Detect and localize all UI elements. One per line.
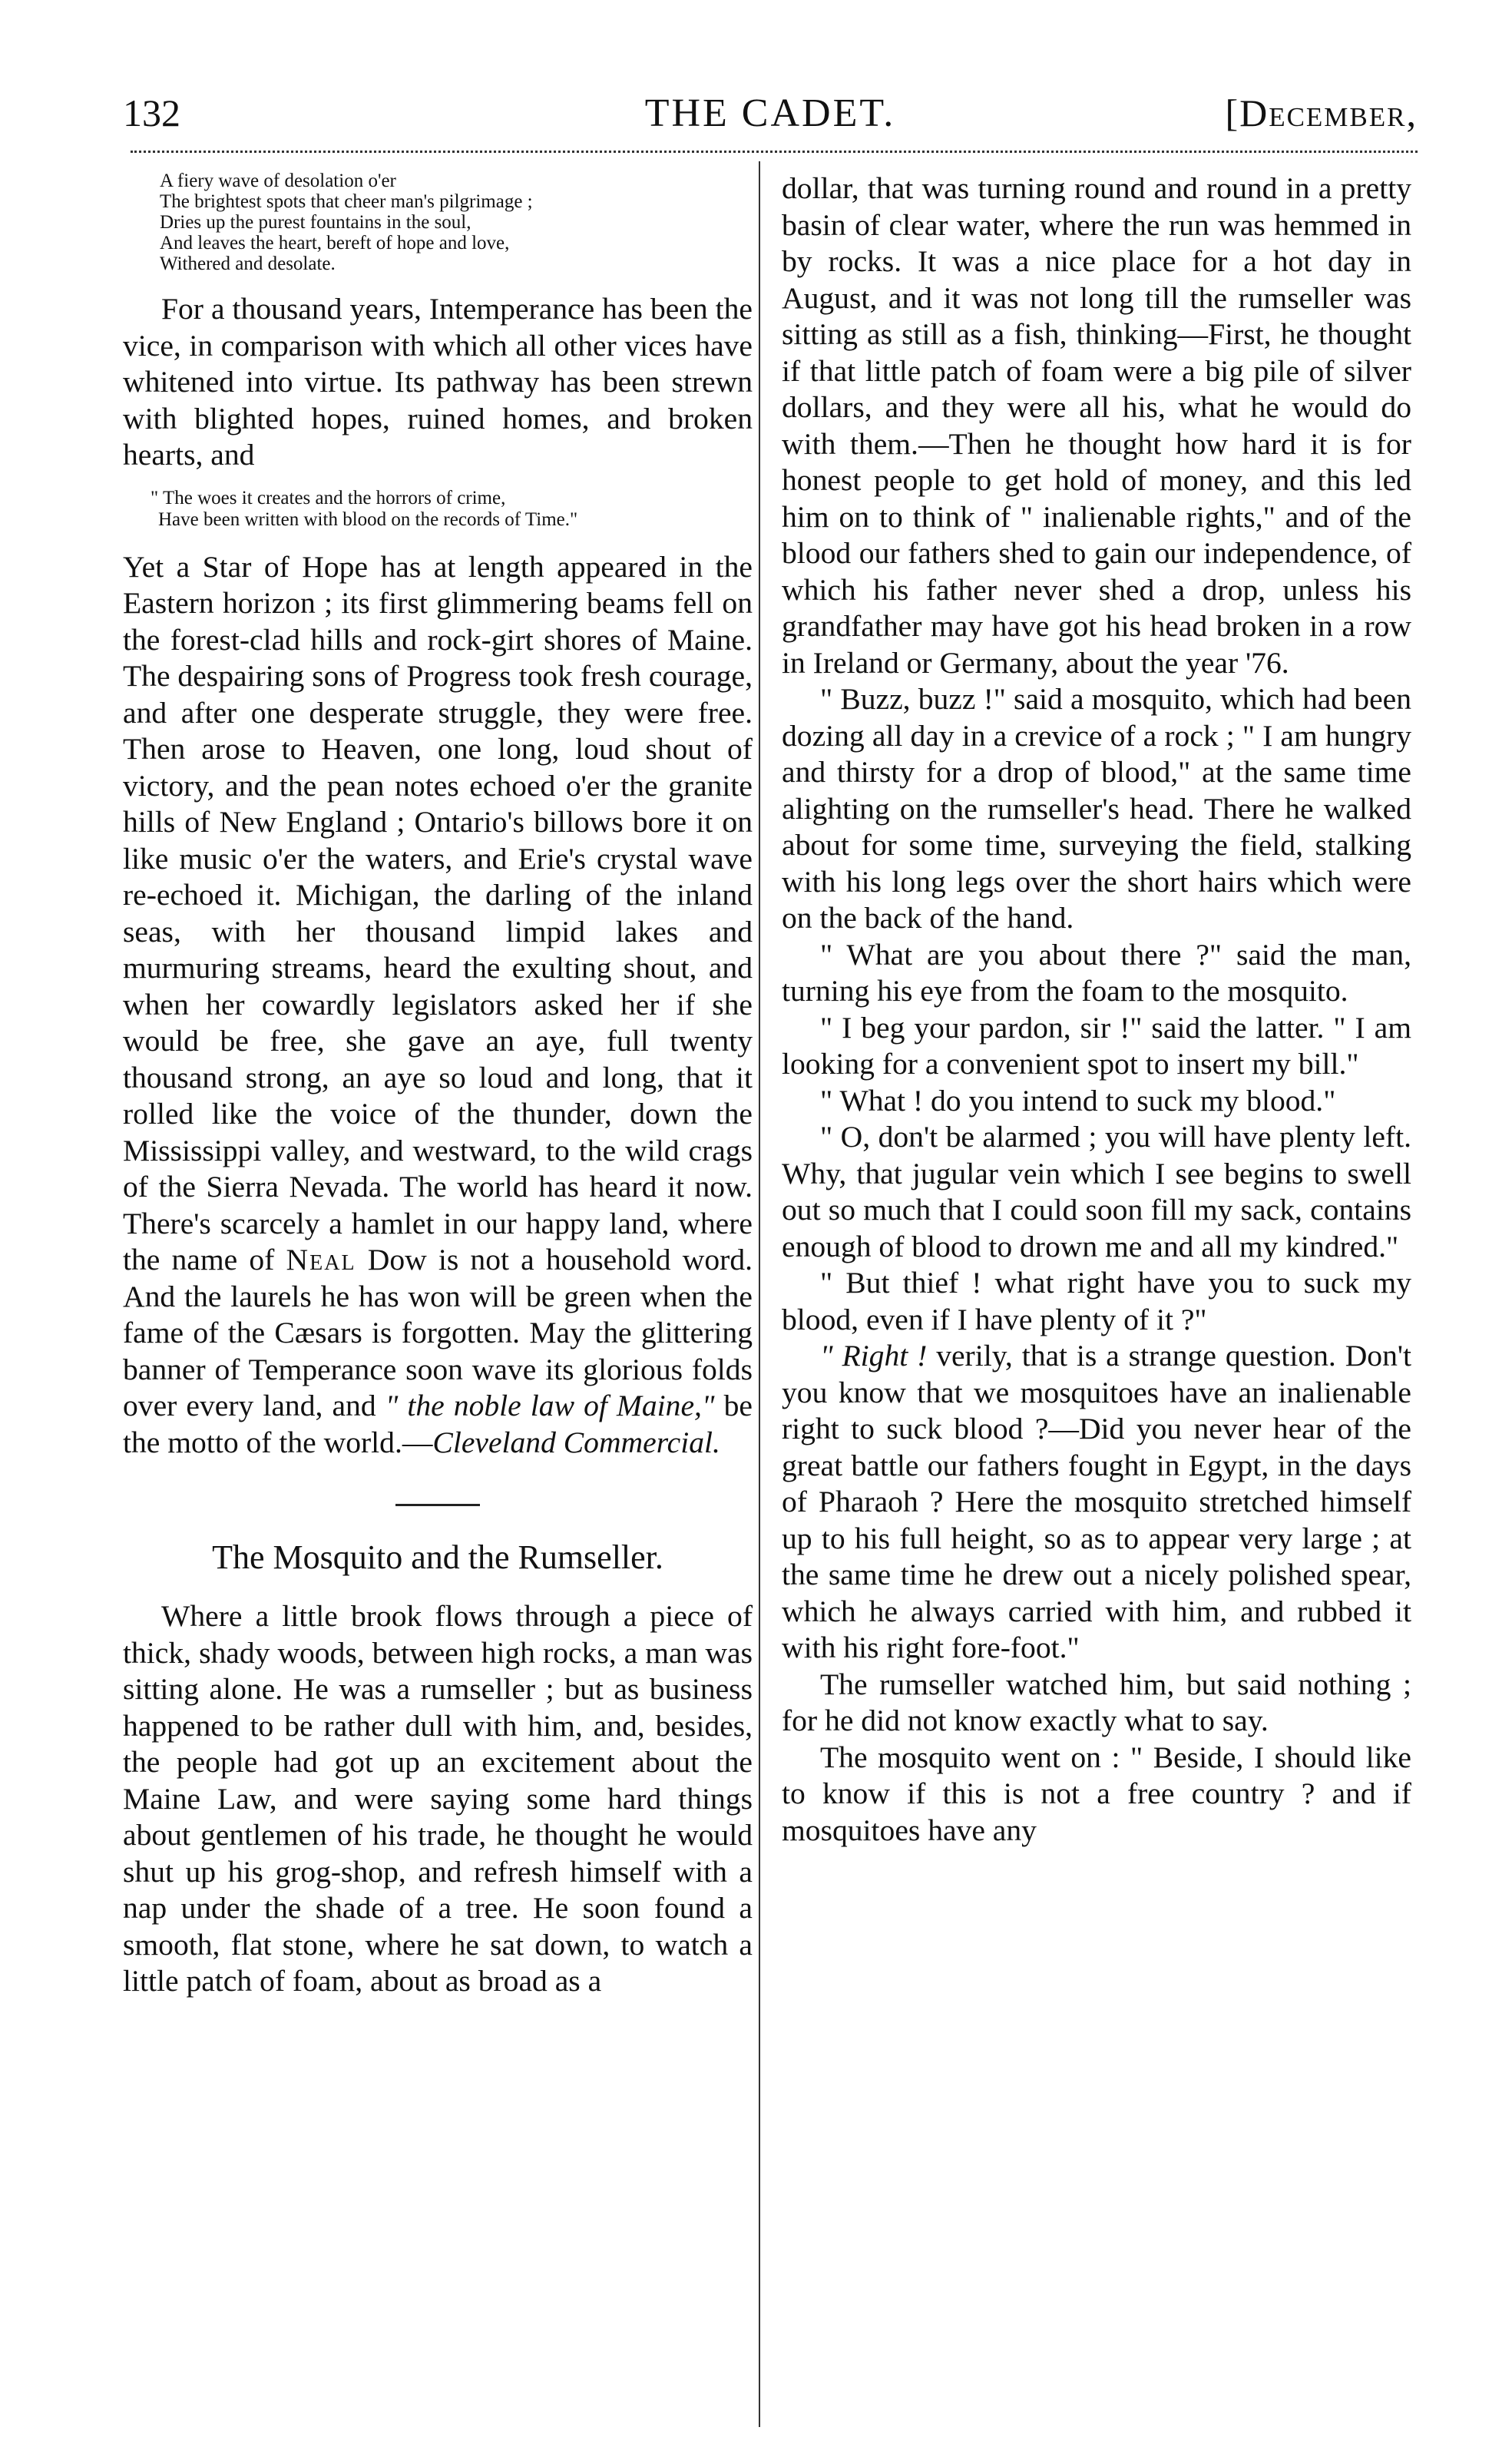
poem-line: Withered and desolate. bbox=[160, 253, 336, 274]
periodical-title: THE CADET. bbox=[644, 91, 896, 135]
paragraph: The rumseller watched him, but said nothing ; for he did not know exactly what to say. bbox=[782, 1667, 1411, 1737]
poem-excerpt bbox=[160, 171, 753, 274]
text-run: be the motto of the world.— bbox=[123, 1389, 753, 1459]
paragraph: For a thousand years, Intemperance has been the vice, in comparison with which all other vices have whitened into virtue. Its pathway has been strewn with blighted hopes, ruined homes, and broken hearts, and bbox=[123, 292, 753, 472]
quote-line: " The woes it creates and the horrors of crime, bbox=[151, 487, 506, 508]
italic-phrase: " Right ! bbox=[820, 1339, 928, 1373]
paragraph: Where a little brook flows through a piece of thick, shady woods, between high rocks, a man was sitting alone. He was a rumseller ; but as business happened to be rather dull with him, and, besides, the people had got up an excitement about the Maine Law, and were saying some hard things about gentlemen of his trade, he thought he would shut up his grog-shop, and refresh himself with a nap under the shade of a tree. He soon found a smooth, flat stone, where he sat down, to watch a little patch of foam, about as broad as a bbox=[123, 1599, 753, 1998]
text-run: verily, that is a strange question. Don't you know that we mosquitoes have an inalienable right to suck blood ?—Did you never hear of the great battle our fathers fought in Egypt, in the days of Pharaoh ? Here the mosquito stretched himself up to his full height, so as to appear very large ; at the same time he drew out a nicely polished spear, which he always carried with him, and rubbed it with his right fore-foot." bbox=[782, 1339, 1411, 1664]
paragraph: The mosquito went on : " Beside, I should like to know if this is not a free country ? and if mosquitoes have any bbox=[782, 1740, 1411, 1847]
issue-month: [December, bbox=[1225, 91, 1418, 134]
poem-line: And leaves the heart, bereft of hope and love, bbox=[160, 233, 510, 253]
right-column bbox=[782, 171, 1411, 1849]
paragraph bbox=[782, 1338, 1411, 1667]
italic-phrase: " the noble law of Maine," bbox=[385, 1389, 715, 1422]
poem-line: A fiery wave of desolation o'er bbox=[160, 171, 396, 191]
section-separator bbox=[395, 1504, 480, 1506]
source-attribution: Cleveland Commercial. bbox=[432, 1425, 720, 1459]
quote-line: Have been written with blood on the records of Time." bbox=[158, 508, 578, 530]
left-column bbox=[123, 171, 753, 2000]
text-run: Dow is not a household word. And the laurels he has won will be green when the fame of the Cæsars is forgotten. May the glittering banner of Temperance soon wave its glorious folds over every land, and bbox=[123, 1243, 753, 1422]
paragraph bbox=[123, 549, 753, 1462]
page-number: 132 bbox=[123, 91, 180, 134]
paragraph: dollar, that was turning round and round in a pretty basin of clear water, where the run was hemmed in by rocks. It was a nice place for a hot day in August, and it was not long till the rumseller was sitting as still as a fish, thinking—First, he thought if that little patch of foam were a big pile of silver dollars, and they were all his, what he would do with them.—Then he thought how hard it is for honest people to get hold of money, and this led him on to think of " inalienable rights," and of the blood our fathers shed to gain our independence, of which his father never shed a drop, unless his grandfather may have got his head broken in a row in Ireland or Germany, about the year '76. bbox=[782, 171, 1411, 680]
header-rule bbox=[131, 151, 1418, 161]
poem-line: Dries up the purest fountains in the soul, bbox=[160, 212, 471, 233]
paragraph: " What ! do you intend to suck my blood." bbox=[820, 1083, 1336, 1118]
paragraph: " But thief ! what right have you to suck my blood, even if I have plenty of it ?" bbox=[782, 1266, 1411, 1336]
paragraph: " What are you about there ?" said the man, turning his eye from the foam to the mosquito. bbox=[782, 937, 1411, 1008]
section-heading: The Mosquito and the Rumseller. bbox=[212, 1538, 663, 1576]
running-header bbox=[123, 91, 1418, 146]
poem-line: The brightest spots that cheer man's pilgrimage ; bbox=[160, 191, 533, 212]
paragraph: " I beg your pardon, sir !" said the latter. " I am looking for a convenient spot to insert my bill." bbox=[782, 1010, 1411, 1081]
paragraph: " Buzz, buzz !" said a mosquito, which had been dozing all day in a crevice of a rock ; " I am hungry and thirsty for a drop of blood," at the same time alighting on the rumseller's head. There he walked about for some time, surveying the field, stalking with his long legs over the short hairs which were on the back of the hand. bbox=[782, 682, 1411, 935]
text-run: Yet a Star of Hope has at length appeared in the Eastern horizon ; its first glimmering beams fell on the forest-clad hills and rock-girt shores of Maine. The despairing sons of Progress took fresh courage, and after one desperate struggle, they were free. Then arose to Heaven, one long, loud shout of victory, and the pean notes echoed o'er the granite hills of New England ; Ontario's billows bore it on like music o'er the waters, and Erie's crystal wave re-echoed it. Michigan, the darling of the inland seas, with her thousand limpid lakes and murmuring streams, heard the exulting shout, and when her cowardly legislators asked her if she would be free, she gave an aye, full twenty thousand strong, an aye so loud and long, that it rolled like the voice of the thunder, down the Mississippi valley, and westward, to the wild crags of the Sierra Nevada. The world has heard it now. There's scarcely a hamlet in our happy land, where the name of bbox=[123, 549, 753, 1277]
column-divider bbox=[759, 161, 760, 2427]
name-small-caps: Neal bbox=[286, 1243, 356, 1277]
verse-quote bbox=[151, 488, 753, 531]
paragraph: " O, don't be alarmed ; you will have plenty left. Why, that jugular vein which I see begins to swell out so much that I could soon fill my sack, contains enough of blood to drown me and all my kindred." bbox=[782, 1120, 1411, 1263]
